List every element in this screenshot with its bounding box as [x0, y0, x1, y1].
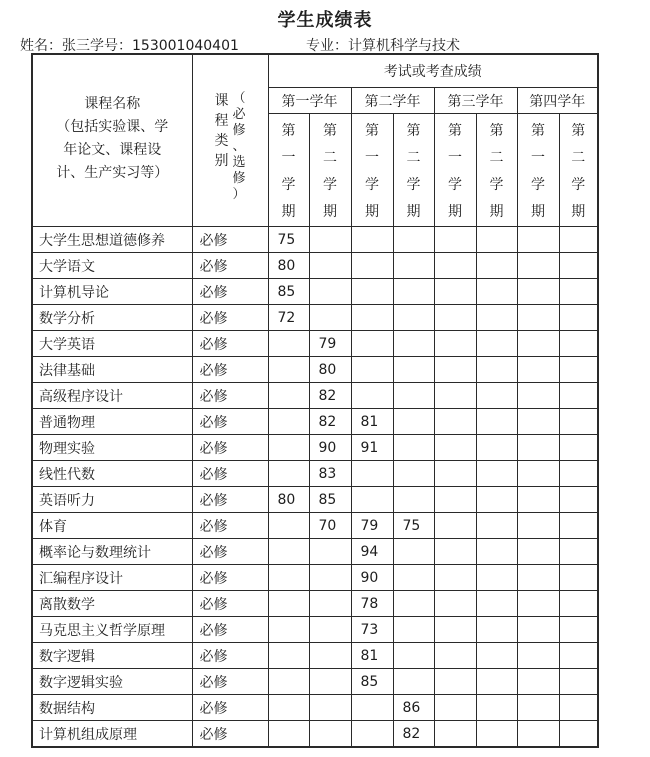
semester-header — [559, 114, 598, 227]
score-cell — [393, 253, 434, 279]
score-cell — [559, 357, 598, 383]
score-cell — [351, 461, 393, 487]
score-cell — [517, 669, 559, 695]
score-cell — [434, 279, 476, 305]
score-cell — [559, 643, 598, 669]
semester-header — [351, 114, 393, 227]
course-name-header-line: 年论文、课程设 — [63, 142, 162, 158]
score-cell — [559, 539, 598, 565]
course-name-cell: 普通物理 — [32, 409, 192, 435]
score-cell: 82 — [393, 721, 434, 748]
course-name-header — [32, 54, 192, 227]
score-cell — [268, 669, 309, 695]
score-cell — [393, 383, 434, 409]
semester-header-char: 期 — [489, 204, 504, 220]
course-type-note-char: 修 — [232, 171, 246, 186]
score-cell: 79 — [309, 331, 351, 357]
score-cell — [476, 565, 517, 591]
score-cell — [351, 279, 393, 305]
score-cell — [476, 331, 517, 357]
score-cell — [393, 487, 434, 513]
table-row — [32, 513, 598, 539]
course-name-cell: 大学语文 — [32, 253, 192, 279]
score-cell — [517, 695, 559, 721]
score-cell — [476, 539, 517, 565]
score-cell — [268, 617, 309, 643]
student-name: 张三 — [62, 38, 90, 54]
score-cell — [434, 539, 476, 565]
course-type-char: 程 — [214, 113, 229, 129]
table-row — [32, 721, 598, 748]
score-cell — [351, 695, 393, 721]
score-cell — [351, 721, 393, 748]
score-cell: 75 — [268, 227, 309, 253]
score-cell — [559, 565, 598, 591]
table-row — [32, 487, 598, 513]
course-name-cell: 体育 — [32, 513, 192, 539]
course-type-cell: 必修 — [192, 721, 268, 748]
score-cell — [351, 487, 393, 513]
student-id: 153001040401 — [132, 38, 239, 54]
semester-header — [393, 114, 434, 227]
score-cell — [351, 331, 393, 357]
table-row — [32, 591, 598, 617]
course-name-cell: 英语听力 — [32, 487, 192, 513]
score-cell — [268, 513, 309, 539]
course-type-char: 类 — [214, 133, 229, 149]
score-cell: 85 — [309, 487, 351, 513]
score-cell — [434, 227, 476, 253]
score-cell — [393, 591, 434, 617]
course-name-cell: 计算机组成原理 — [32, 721, 192, 748]
semester-header-char: 学 — [531, 177, 545, 193]
score-cell — [476, 721, 517, 748]
score-cell — [517, 513, 559, 539]
score-cell — [559, 279, 598, 305]
course-name-header-line: 课程名称 — [84, 96, 141, 112]
score-cell — [268, 591, 309, 617]
score-cell — [559, 305, 598, 331]
course-name-cell: 数据结构 — [32, 695, 192, 721]
course-type-cell: 必修 — [192, 357, 268, 383]
semester-header-char: 一 — [365, 150, 379, 166]
semester-header-char: 期 — [406, 204, 421, 220]
semester-header-char: 第 — [448, 123, 462, 139]
semester-header-char: 第 — [531, 123, 545, 139]
score-cell — [268, 643, 309, 669]
score-cell — [309, 669, 351, 695]
score-cell — [434, 591, 476, 617]
semester-header-char: 一 — [531, 150, 545, 166]
score-cell — [268, 383, 309, 409]
score-cell: 85 — [351, 669, 393, 695]
semester-header-char: 学 — [571, 177, 586, 193]
course-type-cell: 必修 — [192, 565, 268, 591]
course-name-cell: 大学英语 — [32, 331, 192, 357]
score-cell — [393, 279, 434, 305]
course-name-cell: 概率论与数理统计 — [32, 539, 192, 565]
student-major: 计算机科学与技术 — [348, 38, 460, 54]
score-cell: 82 — [309, 383, 351, 409]
score-cell — [434, 669, 476, 695]
table-row — [32, 279, 598, 305]
semester-header-char: 学 — [489, 177, 504, 193]
semester-header — [268, 114, 309, 227]
score-cell — [517, 721, 559, 748]
course-name-cell: 离散数学 — [32, 591, 192, 617]
course-name-cell: 数字逻辑实验 — [32, 669, 192, 695]
score-cell — [393, 565, 434, 591]
score-cell — [476, 279, 517, 305]
table-row — [32, 565, 598, 591]
course-name-cell: 数学分析 — [32, 305, 192, 331]
score-cell — [393, 331, 434, 357]
semester-header-char: 期 — [365, 204, 379, 220]
course-name-header-line: 计、生产实习等） — [56, 165, 169, 181]
course-type-cell: 必修 — [192, 461, 268, 487]
score-cell — [393, 539, 434, 565]
score-cell: 75 — [393, 513, 434, 539]
semester-header-char: 学 — [365, 177, 379, 193]
score-cell — [434, 357, 476, 383]
score-cell — [268, 357, 309, 383]
semester-header-char: 学 — [281, 177, 296, 193]
table-row — [32, 461, 598, 487]
semester-header-char: 第 — [406, 123, 421, 139]
score-cell — [309, 539, 351, 565]
score-cell — [268, 331, 309, 357]
course-name-cell: 汇编程序设计 — [32, 565, 192, 591]
score-cell — [559, 331, 598, 357]
score-cell — [351, 383, 393, 409]
course-type-cell: 必修 — [192, 643, 268, 669]
semester-header-char: 学 — [448, 177, 462, 193]
course-type-cell: 必修 — [192, 279, 268, 305]
id-label: 学号： — [90, 38, 132, 54]
score-cell — [268, 409, 309, 435]
score-cell — [309, 565, 351, 591]
course-type-char: 课 — [214, 93, 229, 109]
score-cell — [434, 435, 476, 461]
semester-header-char: 第 — [281, 123, 296, 139]
table-row — [32, 357, 598, 383]
grade-table — [31, 53, 599, 748]
exam-scores-header: 考试或考查成绩 — [268, 54, 598, 88]
score-cell: 81 — [351, 409, 393, 435]
table-row — [32, 669, 598, 695]
table-row — [32, 435, 598, 461]
score-cell — [476, 409, 517, 435]
major-label: 专业： — [306, 38, 348, 54]
score-cell — [559, 227, 598, 253]
score-cell — [517, 279, 559, 305]
course-type-cell: 必修 — [192, 383, 268, 409]
score-cell — [476, 487, 517, 513]
semester-header-char: 第 — [489, 123, 504, 139]
table-row — [32, 643, 598, 669]
score-cell — [434, 305, 476, 331]
score-cell — [309, 227, 351, 253]
score-cell — [476, 591, 517, 617]
semester-header-char: 一 — [448, 150, 462, 166]
score-cell — [517, 539, 559, 565]
score-cell — [393, 357, 434, 383]
score-cell — [434, 409, 476, 435]
score-cell — [309, 305, 351, 331]
table-row — [32, 617, 598, 643]
semester-header — [476, 114, 517, 227]
course-type-note-char: 修 — [232, 123, 246, 138]
table-row — [32, 305, 598, 331]
score-cell — [476, 695, 517, 721]
score-cell: 83 — [309, 461, 351, 487]
score-cell: 94 — [351, 539, 393, 565]
score-cell — [351, 305, 393, 331]
score-cell — [393, 643, 434, 669]
course-type-cell: 必修 — [192, 487, 268, 513]
document-title: 学生成绩表 — [277, 10, 373, 31]
score-cell — [517, 305, 559, 331]
score-cell — [351, 227, 393, 253]
table-row — [32, 383, 598, 409]
course-type-note — [232, 91, 245, 203]
semester-header-char: 期 — [448, 204, 462, 220]
score-cell — [476, 357, 517, 383]
major-info — [306, 35, 460, 55]
course-type-cell: 必修 — [192, 409, 268, 435]
semester-header-char: 二 — [406, 150, 421, 166]
score-cell — [309, 591, 351, 617]
year-header: 第三学年 — [434, 88, 517, 114]
score-cell — [309, 721, 351, 748]
score-cell — [434, 617, 476, 643]
course-type-note-char: 必 — [232, 107, 246, 122]
score-cell: 81 — [351, 643, 393, 669]
score-cell — [476, 305, 517, 331]
score-cell — [434, 513, 476, 539]
score-cell — [393, 669, 434, 695]
score-cell: 80 — [309, 357, 351, 383]
semester-header-char: 第 — [323, 123, 337, 139]
score-cell — [393, 227, 434, 253]
student-info — [20, 35, 239, 55]
score-cell: 91 — [351, 435, 393, 461]
score-cell — [559, 487, 598, 513]
score-cell: 73 — [351, 617, 393, 643]
semester-header — [309, 114, 351, 227]
score-cell — [434, 331, 476, 357]
course-type-label — [214, 91, 228, 203]
course-name-cell: 物理实验 — [32, 435, 192, 461]
score-cell — [434, 461, 476, 487]
score-cell — [559, 383, 598, 409]
score-cell — [517, 591, 559, 617]
score-cell — [476, 435, 517, 461]
score-cell — [268, 461, 309, 487]
score-cell: 86 — [393, 695, 434, 721]
semester-header-char: 二 — [323, 150, 337, 166]
score-cell — [517, 565, 559, 591]
score-cell: 90 — [309, 435, 351, 461]
semester-header-char: 学 — [406, 177, 421, 193]
course-type-cell: 必修 — [192, 669, 268, 695]
course-name-cell: 数字逻辑 — [32, 643, 192, 669]
score-cell — [559, 669, 598, 695]
score-cell — [517, 409, 559, 435]
score-cell — [517, 461, 559, 487]
score-cell — [517, 643, 559, 669]
course-type-header — [192, 54, 268, 227]
score-cell — [559, 513, 598, 539]
score-cell — [517, 617, 559, 643]
score-cell — [517, 227, 559, 253]
score-cell — [309, 279, 351, 305]
semester-header-char: 二 — [571, 150, 586, 166]
score-cell — [517, 331, 559, 357]
score-cell — [559, 461, 598, 487]
course-type-note-char: （ — [232, 91, 246, 106]
score-cell: 78 — [351, 591, 393, 617]
table-row — [32, 695, 598, 721]
year-header: 第一学年 — [268, 88, 351, 114]
score-cell — [559, 721, 598, 748]
course-name-cell: 计算机导论 — [32, 279, 192, 305]
score-cell — [268, 695, 309, 721]
score-cell — [268, 435, 309, 461]
table-row — [32, 331, 598, 357]
score-cell — [434, 253, 476, 279]
semester-header — [434, 114, 476, 227]
course-name-cell: 大学生思想道德修养 — [32, 227, 192, 253]
score-cell — [559, 409, 598, 435]
score-cell: 82 — [309, 409, 351, 435]
score-cell: 72 — [268, 305, 309, 331]
score-cell — [476, 461, 517, 487]
course-type-cell: 必修 — [192, 305, 268, 331]
score-cell — [434, 383, 476, 409]
score-cell — [351, 357, 393, 383]
course-type-cell: 必修 — [192, 591, 268, 617]
course-type-cell: 必修 — [192, 617, 268, 643]
score-cell — [309, 253, 351, 279]
semester-header-char: 期 — [531, 204, 545, 220]
year-header: 第二学年 — [351, 88, 434, 114]
semester-header — [517, 114, 559, 227]
score-cell — [476, 669, 517, 695]
score-cell — [309, 617, 351, 643]
table-row — [32, 253, 598, 279]
score-cell — [351, 253, 393, 279]
score-cell — [559, 591, 598, 617]
score-cell — [268, 721, 309, 748]
course-type-cell: 必修 — [192, 331, 268, 357]
name-label: 姓名： — [20, 38, 62, 54]
semester-header-char: 学 — [323, 177, 337, 193]
score-cell — [434, 643, 476, 669]
score-cell — [517, 435, 559, 461]
score-cell — [476, 227, 517, 253]
table-row — [32, 539, 598, 565]
score-cell — [476, 513, 517, 539]
score-cell — [559, 253, 598, 279]
score-cell — [559, 617, 598, 643]
course-type-cell: 必修 — [192, 513, 268, 539]
score-cell — [517, 383, 559, 409]
score-cell — [559, 695, 598, 721]
score-cell — [393, 409, 434, 435]
course-name-cell: 线性代数 — [32, 461, 192, 487]
score-cell — [517, 487, 559, 513]
score-cell — [393, 617, 434, 643]
score-cell: 70 — [309, 513, 351, 539]
course-type-cell: 必修 — [192, 227, 268, 253]
course-name-header-line: （包括实验课、学 — [56, 119, 169, 135]
semester-header-char: 期 — [571, 204, 586, 220]
semester-header-char: 第 — [571, 123, 586, 139]
course-type-cell: 必修 — [192, 695, 268, 721]
course-type-char: 别 — [214, 153, 229, 169]
score-cell — [517, 253, 559, 279]
score-cell — [393, 461, 434, 487]
score-cell — [309, 695, 351, 721]
course-type-note-char: ） — [232, 187, 246, 202]
course-name-cell: 法律基础 — [32, 357, 192, 383]
course-type-cell: 必修 — [192, 253, 268, 279]
semester-header-char: 二 — [489, 150, 504, 166]
semester-header-char: 一 — [281, 150, 296, 166]
course-type-note-char: 选 — [232, 155, 246, 170]
score-cell — [393, 435, 434, 461]
score-cell: 80 — [268, 253, 309, 279]
score-cell — [476, 383, 517, 409]
score-cell — [309, 643, 351, 669]
score-cell — [434, 721, 476, 748]
course-name-cell: 马克思主义哲学原理 — [32, 617, 192, 643]
course-type-note-char: 、 — [232, 139, 246, 154]
course-type-cell: 必修 — [192, 539, 268, 565]
score-cell — [476, 643, 517, 669]
table-row — [32, 227, 598, 253]
score-cell — [268, 539, 309, 565]
course-name-cell: 高级程序设计 — [32, 383, 192, 409]
semester-header-char: 第 — [365, 123, 379, 139]
semester-header-char: 期 — [323, 204, 337, 220]
score-cell: 85 — [268, 279, 309, 305]
score-cell: 79 — [351, 513, 393, 539]
score-cell — [393, 305, 434, 331]
score-cell — [434, 487, 476, 513]
score-cell — [268, 565, 309, 591]
year-header: 第四学年 — [517, 88, 598, 114]
score-cell — [434, 695, 476, 721]
table-row — [32, 409, 598, 435]
score-cell — [476, 253, 517, 279]
score-cell — [434, 565, 476, 591]
semester-header-char: 期 — [281, 204, 296, 220]
score-cell — [559, 435, 598, 461]
score-cell — [517, 357, 559, 383]
score-cell — [476, 617, 517, 643]
course-type-cell: 必修 — [192, 435, 268, 461]
score-cell: 80 — [268, 487, 309, 513]
score-cell: 90 — [351, 565, 393, 591]
